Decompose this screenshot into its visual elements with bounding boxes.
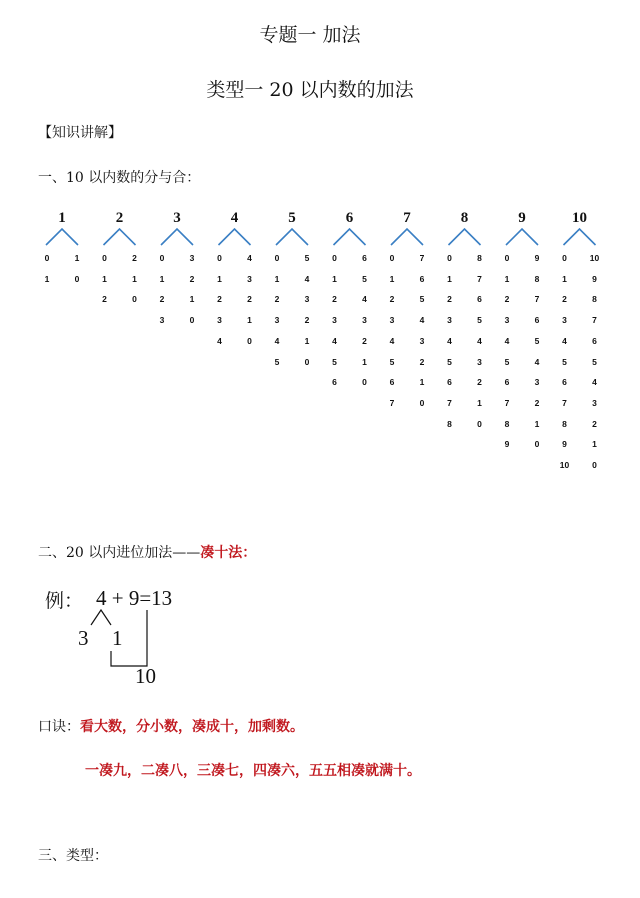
pair-right-value: 2 [362,335,367,346]
pair-left-value: 1 [102,273,107,284]
pair-left-value: 5 [332,356,337,367]
pair-right-value: 4 [362,294,367,305]
pair-left-value: 4 [447,335,452,346]
pair-right-value: 10 [589,253,600,263]
pair-right-value: 1 [304,335,310,346]
pair-left-value: 4 [389,335,395,346]
pair-right-value: 7 [592,315,597,326]
pair-left-value: 5 [562,356,567,367]
pair-right-value: 5 [362,273,367,284]
pair-right-value: 1 [189,294,195,305]
pair-right-value: 2 [304,315,310,326]
pair-left-value: 1 [447,273,452,284]
pair-right-value: 4 [534,356,540,367]
pair-right-value: 0 [74,273,80,284]
pair-right-value: 7 [534,294,540,305]
pair-right-value: 2 [247,294,252,305]
pair-left-value: 8 [562,418,567,429]
pair-right-value: 1 [592,439,597,450]
number-4: 4 [230,210,239,226]
pair-right-value: 4 [304,273,310,284]
pair-left-value: 5 [389,356,395,367]
pair-right-value: 5 [419,294,425,305]
pair-left-value: 0 [447,253,452,263]
pair-left-value: 6 [332,377,337,388]
pair-right-value: 5 [304,253,310,263]
pair-left-value: 0 [389,253,395,263]
pair-left-value: 1 [159,273,165,284]
pair-left-value: 7 [447,397,452,408]
number-10: 10 [572,210,587,226]
pair-right-value: 7 [477,273,482,284]
pair-right-value: 0 [592,460,597,470]
pair-left-value: 3 [274,315,280,326]
pair-left-value: 4 [504,335,510,346]
pair-right-value: 2 [132,253,137,263]
number-7: 7 [403,210,411,226]
pair-left-value: 10 [559,460,570,470]
pair-left-value: 3 [562,315,567,326]
pair-left-value: 4 [217,335,222,346]
pair-left-value: 7 [562,397,567,408]
pair-right-value: 3 [477,356,482,367]
pair-left-value: 8 [447,418,452,429]
pair-right-value: 2 [419,356,425,367]
split-branch-line [91,610,111,625]
pair-left-value: 3 [159,315,165,326]
pair-right-value: 6 [477,294,482,305]
pair-left-value: 0 [562,253,567,263]
pair-left-value: 1 [217,273,222,284]
pair-left-value: 3 [389,315,395,326]
pair-left-value: 0 [159,253,165,263]
pair-left-value: 7 [389,397,395,408]
split-left-number: 3 [78,626,89,650]
mnemonic-label: 口诀： [38,719,80,735]
pair-left-value: 0 [44,253,50,263]
pair-left-value: 0 [504,253,510,263]
number-8: 8 [460,210,469,226]
pair-right-value: 9 [592,273,597,284]
pair-right-value: 6 [534,315,540,326]
pair-right-value: 5 [592,356,597,367]
pair-right-value: 9 [534,253,540,263]
pair-left-value: 2 [102,294,107,305]
pair-right-value: 5 [534,335,540,346]
page-title: 专题一 加法 [259,24,361,46]
pair-left-value: 4 [332,335,337,346]
pair-right-value: 1 [247,315,252,326]
pair-right-value: 1 [419,377,425,388]
pair-right-value: 2 [477,377,482,388]
pair-left-value: 2 [159,294,165,305]
pair-right-value: 0 [304,356,310,367]
pair-right-value: 6 [362,253,367,263]
example-equation: 4 + 9=13 [96,586,173,610]
pair-left-value: 0 [217,253,222,263]
section2-prefix: 二、20 以内进位加法—— [38,545,201,561]
pair-right-value: 4 [247,253,252,263]
pair-left-value: 1 [332,273,337,284]
page-subtitle: 类型一 20 以内数的加法 [206,79,414,101]
pair-right-value: 1 [132,273,137,284]
number-3: 3 [173,210,181,226]
pair-right-value: 0 [247,335,252,346]
pair-left-value: 2 [274,294,280,305]
pair-left-value: 7 [504,397,510,408]
pair-right-value: 6 [592,335,597,346]
pair-right-value: 3 [362,315,367,326]
pair-left-value: 4 [562,335,567,346]
pair-right-value: 0 [362,377,367,388]
pair-left-value: 1 [562,273,567,284]
pair-right-value: 4 [592,377,597,388]
pair-right-value: 3 [189,253,195,263]
section3-title: 三、类型： [38,848,108,864]
section1-title: 一、10 以内数的分与合： [38,170,201,186]
pair-right-value: 7 [419,253,425,263]
pair-right-value: 3 [304,294,310,305]
number-2: 2 [115,210,124,226]
pair-left-value: 9 [504,439,510,450]
number-5: 5 [288,210,296,226]
pair-left-value: 1 [389,273,395,284]
pair-left-value: 2 [504,294,510,305]
pair-right-value: 2 [592,418,597,429]
split-right-number: 1 [112,626,123,650]
pair-right-value: 4 [419,315,425,326]
pair-right-value: 0 [534,439,540,450]
example-label: 例： [45,590,84,612]
pair-right-value: 3 [419,335,425,346]
pair-left-value: 1 [274,273,280,284]
number-1: 1 [58,210,66,226]
pair-left-value: 3 [217,315,222,326]
number-6: 6 [345,210,354,226]
pair-right-value: 8 [592,294,597,305]
pair-left-value: 6 [504,377,510,388]
knowledge-label: 【知识讲解】 [38,125,122,141]
pair-left-value: 2 [332,294,337,305]
pair-right-value: 1 [534,418,540,429]
pair-left-value: 6 [447,377,452,388]
pair-right-value: 2 [534,397,540,408]
pair-right-value: 1 [362,356,367,367]
pair-left-value: 0 [274,253,280,263]
pair-left-value: 0 [332,253,337,263]
pair-left-value: 5 [274,356,280,367]
mnemonic-text1: 看大数，分小数，凑成十，加剩数。 [80,719,304,735]
sum-ten-number: 10 [135,664,156,688]
pair-right-value: 3 [592,397,597,408]
mnemonic-line1 [38,716,304,736]
pair-right-value: 6 [419,273,425,284]
pair-left-value: 1 [44,273,50,284]
pair-left-value: 2 [562,294,567,305]
pair-right-value: 1 [477,397,482,408]
pair-left-value: 9 [562,439,567,450]
pair-right-value: 2 [189,273,195,284]
pair-right-value: 8 [534,273,540,284]
pair-left-value: 3 [447,315,452,326]
pair-left-value: 3 [504,315,510,326]
pair-left-value: 5 [504,356,510,367]
pair-left-value: 0 [102,253,107,263]
pair-left-value: 3 [332,315,337,326]
mnemonic-line2: 一凑九，二凑八，三凑七，四凑六，五五相凑就满十。 [85,763,421,779]
pair-right-value: 3 [534,377,540,388]
pair-right-value: 4 [477,335,482,346]
pair-right-value: 8 [477,253,482,263]
pair-left-value: 6 [562,377,567,388]
pair-left-value: 1 [504,273,510,284]
pair-left-value: 2 [217,294,222,305]
pair-left-value: 2 [389,294,395,305]
pair-right-value: 0 [419,397,425,408]
pair-left-value: 2 [447,294,452,305]
pair-right-value: 3 [247,273,252,284]
pair-right-value: 0 [189,315,195,326]
pair-left-value: 6 [389,377,395,388]
pair-right-value: 0 [477,418,482,429]
number-9: 9 [518,210,526,226]
pair-left-value: 5 [447,356,452,367]
pair-left-value: 8 [504,418,510,429]
pair-right-value: 5 [477,315,482,326]
pair-left-value: 4 [274,335,280,346]
pair-right-value: 0 [132,294,137,305]
section2-method: 凑十法： [200,545,257,561]
pair-right-value: 1 [74,253,80,263]
